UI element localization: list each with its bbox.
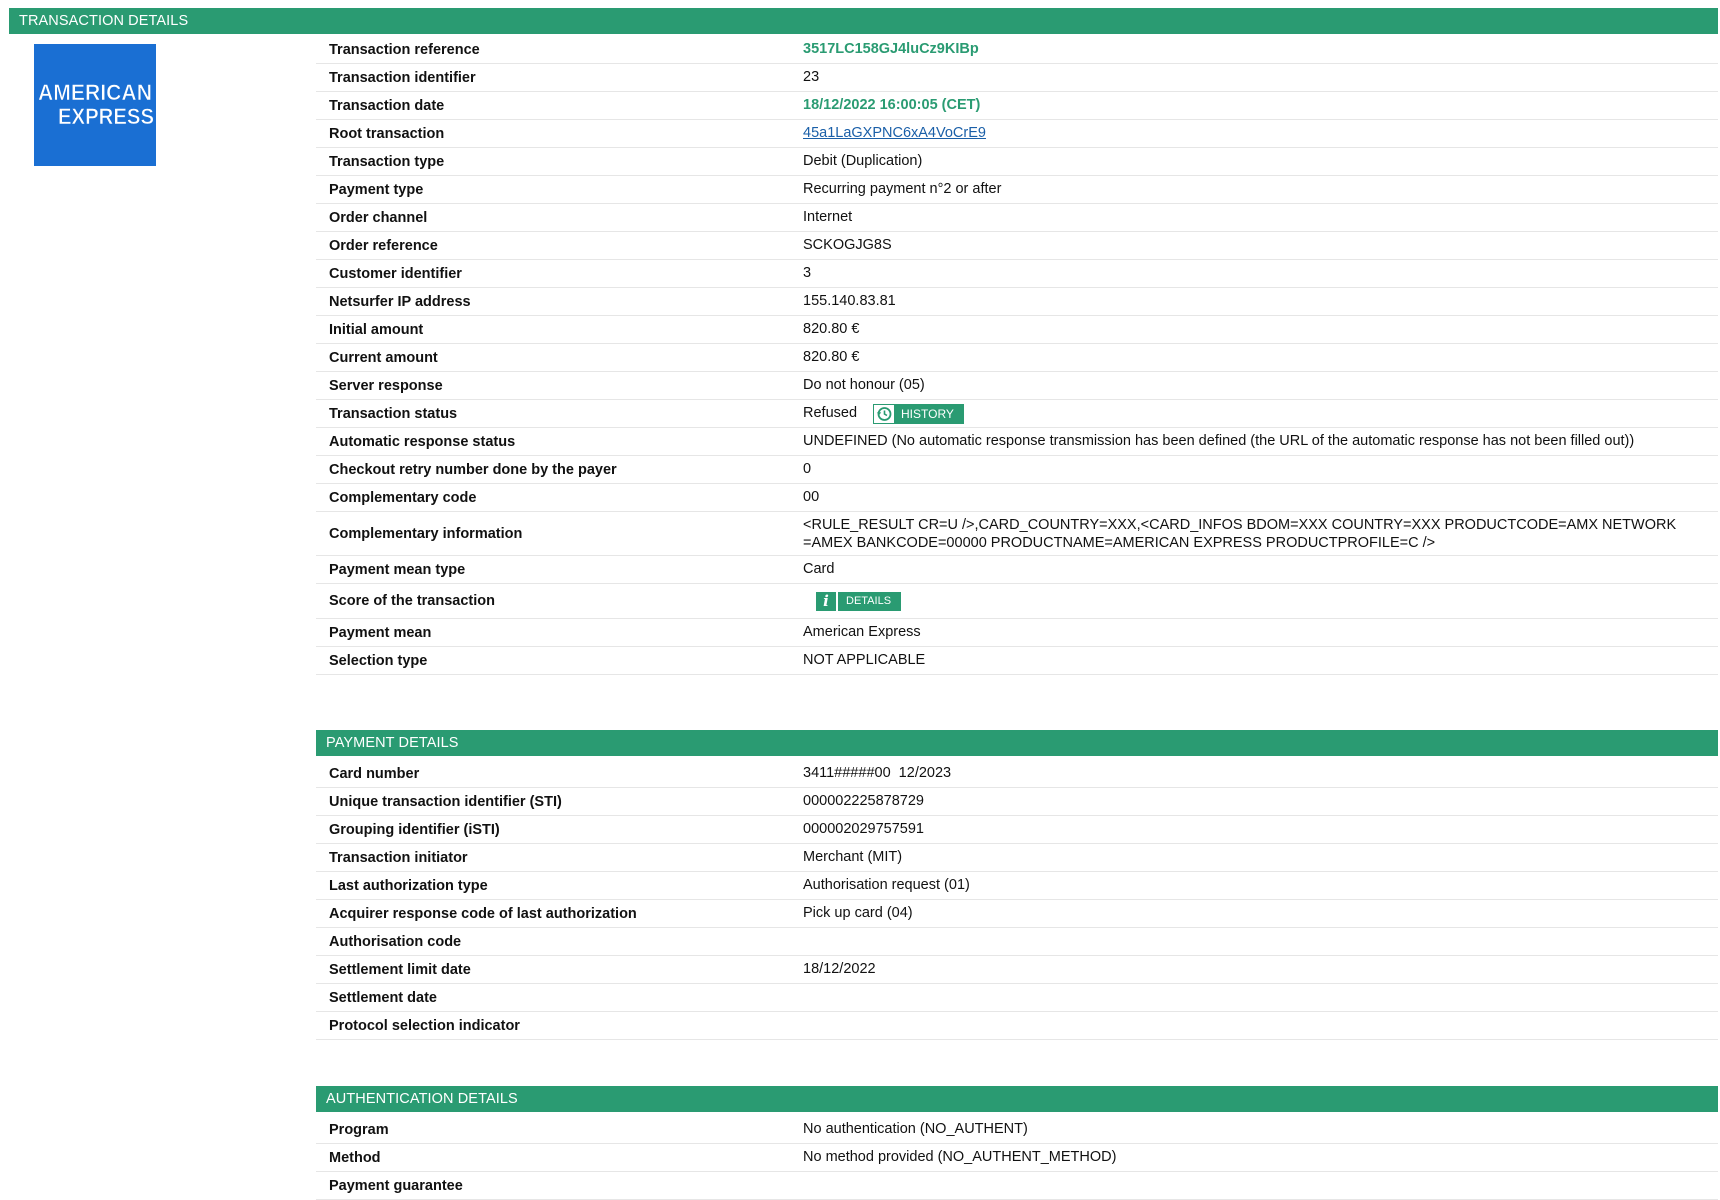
- transaction-reference-value: 3517LC158GJ4luCz9KIBp: [803, 41, 979, 57]
- complementary-code-value: 00: [803, 489, 820, 505]
- transaction-type-value: Debit (Duplication): [803, 153, 923, 169]
- american-express-logo: [34, 44, 156, 166]
- row-acquirer-response: [316, 900, 1718, 928]
- row-auth-code: [316, 928, 1718, 956]
- label: Server response: [329, 377, 443, 394]
- row-program: [316, 1116, 1718, 1144]
- auto-response-status-value: UNDEFINED (No automatic response transmission has been defined (the URL of the automatic response has not been filled out)): [803, 433, 1635, 449]
- complementary-info-line2: =AMEX BANKCODE=00000 PRODUCTNAME=AMERICAN EXPRESS PRODUCTPROFILE=C />: [803, 534, 1436, 551]
- history-clock-icon: [873, 404, 895, 424]
- sti-value: 000002225878729: [803, 793, 924, 809]
- label: Authorisation code: [329, 933, 462, 950]
- row-selection-type: [316, 647, 1718, 675]
- payment-mean-value: American Express: [803, 624, 921, 640]
- transaction-date-value: 18/12/2022 16:00:05 (CET): [803, 97, 981, 113]
- row-transaction-reference: [316, 36, 1718, 64]
- label: Payment mean: [329, 624, 432, 641]
- label: Method: [329, 1149, 381, 1166]
- label: Score of the transaction: [329, 593, 495, 609]
- label: Protocol selection indicator: [329, 1017, 520, 1034]
- row-order-channel: [316, 204, 1718, 232]
- transaction-initiator-value: Merchant (MIT): [803, 849, 903, 865]
- authentication-details-header: AUTHENTICATION DETAILS: [316, 1086, 1718, 1112]
- label: Transaction initiator: [329, 849, 468, 866]
- label: Payment guarantee: [329, 1177, 463, 1194]
- payment-details-table: [316, 760, 1718, 1040]
- label: Checkout retry number done by the payer: [329, 461, 617, 478]
- last-auth-type-value: Authorisation request (01): [803, 877, 970, 893]
- row-payment-mean: [316, 619, 1718, 647]
- checkout-retry-value: 0: [803, 461, 812, 477]
- label: Transaction identifier: [329, 69, 476, 86]
- score-details-button[interactable]: [816, 592, 901, 611]
- label: Order reference: [329, 237, 438, 254]
- row-protocol-selection: [316, 1012, 1718, 1040]
- order-channel-value: Internet: [803, 209, 853, 225]
- label: Program: [329, 1121, 389, 1138]
- isti-value: 000002029757591: [803, 821, 924, 837]
- transaction-status-value: Refused: [803, 405, 858, 421]
- row-payment-guarantee: [316, 1172, 1718, 1200]
- label: Last authorization type: [329, 877, 488, 894]
- label: Payment mean type: [329, 561, 466, 578]
- row-transaction-type: [316, 148, 1718, 176]
- selection-type-value: NOT APPLICABLE: [803, 652, 926, 668]
- row-complementary-info: [316, 512, 1718, 556]
- label: Grouping identifier (iSTI): [329, 821, 500, 838]
- row-transaction-initiator: [316, 844, 1718, 872]
- program-value: No authentication (NO_AUTHENT): [803, 1121, 1028, 1137]
- label: Current amount: [329, 349, 438, 366]
- payment-details-header: PAYMENT DETAILS: [316, 730, 1718, 756]
- order-reference-value: SCKOGJG8S: [803, 237, 892, 253]
- row-card-number: [316, 760, 1718, 788]
- row-isti: [316, 816, 1718, 844]
- row-root-transaction: [316, 120, 1718, 148]
- logo-line1: AMERICAN: [38, 80, 152, 105]
- label: Root transaction: [329, 125, 445, 142]
- label: Complementary information: [329, 525, 523, 542]
- ip-address-value: 155.140.83.81: [803, 293, 896, 309]
- row-transaction-date: [316, 92, 1718, 120]
- history-button[interactable]: [873, 404, 964, 424]
- label: Transaction date: [329, 97, 445, 114]
- label: Netsurfer IP address: [329, 293, 471, 310]
- payment-mean-type-value: Card: [803, 561, 835, 577]
- label: Settlement date: [329, 989, 437, 1006]
- row-ip-address: [316, 288, 1718, 316]
- server-response-value: Do not honour (05): [803, 377, 925, 393]
- initial-amount-value: 820.80 €: [803, 321, 860, 337]
- label: Unique transaction identifier (STI): [329, 793, 562, 810]
- acquirer-response-value: Pick up card (04): [803, 905, 913, 921]
- row-auto-response-status: [316, 428, 1718, 456]
- root-transaction-link[interactable]: 45a1LaGXPNC6xA4VoCrE9: [803, 125, 986, 141]
- row-payment-mean-type: [316, 556, 1718, 584]
- method-value: No method provided (NO_AUTHENT_METHOD): [803, 1149, 1117, 1165]
- card-number-value: 3411#####00 12/2023: [803, 765, 952, 781]
- row-server-response: [316, 372, 1718, 400]
- transaction-details-table: [316, 36, 1718, 675]
- logo-line2: EXPRESS: [58, 104, 154, 129]
- label: Initial amount: [329, 321, 424, 338]
- transaction-identifier-value: 23: [803, 69, 820, 85]
- transaction-details-header: TRANSACTION DETAILS: [9, 8, 1718, 34]
- row-transaction-identifier: [316, 64, 1718, 92]
- row-score: [316, 584, 1718, 619]
- label: Selection type: [329, 652, 428, 669]
- current-amount-value: 820.80 €: [803, 349, 860, 365]
- row-payment-type: [316, 176, 1718, 204]
- complementary-info-line1: <RULE_RESULT CR=U />,CARD_COUNTRY=XXX,<CARD_INFOS BDOM=XXX COUNTRY=XXX PRODUCTCODE=AMX NETWORK: [803, 516, 1677, 533]
- label: Card number: [329, 765, 420, 782]
- row-customer-identifier: [316, 260, 1718, 288]
- info-icon: i: [816, 592, 836, 611]
- label: Transaction reference: [329, 41, 480, 58]
- row-initial-amount: [316, 316, 1718, 344]
- settlement-limit-value: 18/12/2022: [803, 961, 876, 977]
- payment-type-value: Recurring payment n°2 or after: [803, 181, 1002, 197]
- row-order-reference: [316, 232, 1718, 260]
- label: Transaction type: [329, 153, 445, 170]
- label: Order channel: [329, 209, 428, 226]
- label: Settlement limit date: [329, 961, 471, 978]
- authentication-details-table: [316, 1116, 1718, 1200]
- row-checkout-retry: [316, 456, 1718, 484]
- complementary-info-value: [803, 516, 1676, 552]
- row-sti: [316, 788, 1718, 816]
- row-settlement-date: [316, 984, 1718, 1012]
- label: Complementary code: [329, 489, 477, 506]
- label: Customer identifier: [329, 265, 462, 282]
- row-transaction-status: [316, 400, 1718, 428]
- details-button-label: DETAILS: [838, 592, 901, 611]
- row-method: [316, 1144, 1718, 1172]
- row-complementary-code: [316, 484, 1718, 512]
- customer-identifier-value: 3: [803, 265, 812, 281]
- label: Payment type: [329, 181, 424, 198]
- label: Transaction status: [329, 405, 458, 422]
- row-current-amount: [316, 344, 1718, 372]
- history-button-label: HISTORY: [895, 404, 964, 424]
- row-last-auth-type: [316, 872, 1718, 900]
- row-settlement-limit: [316, 956, 1718, 984]
- label: Acquirer response code of last authorization: [329, 905, 637, 922]
- label: Automatic response status: [329, 433, 516, 450]
